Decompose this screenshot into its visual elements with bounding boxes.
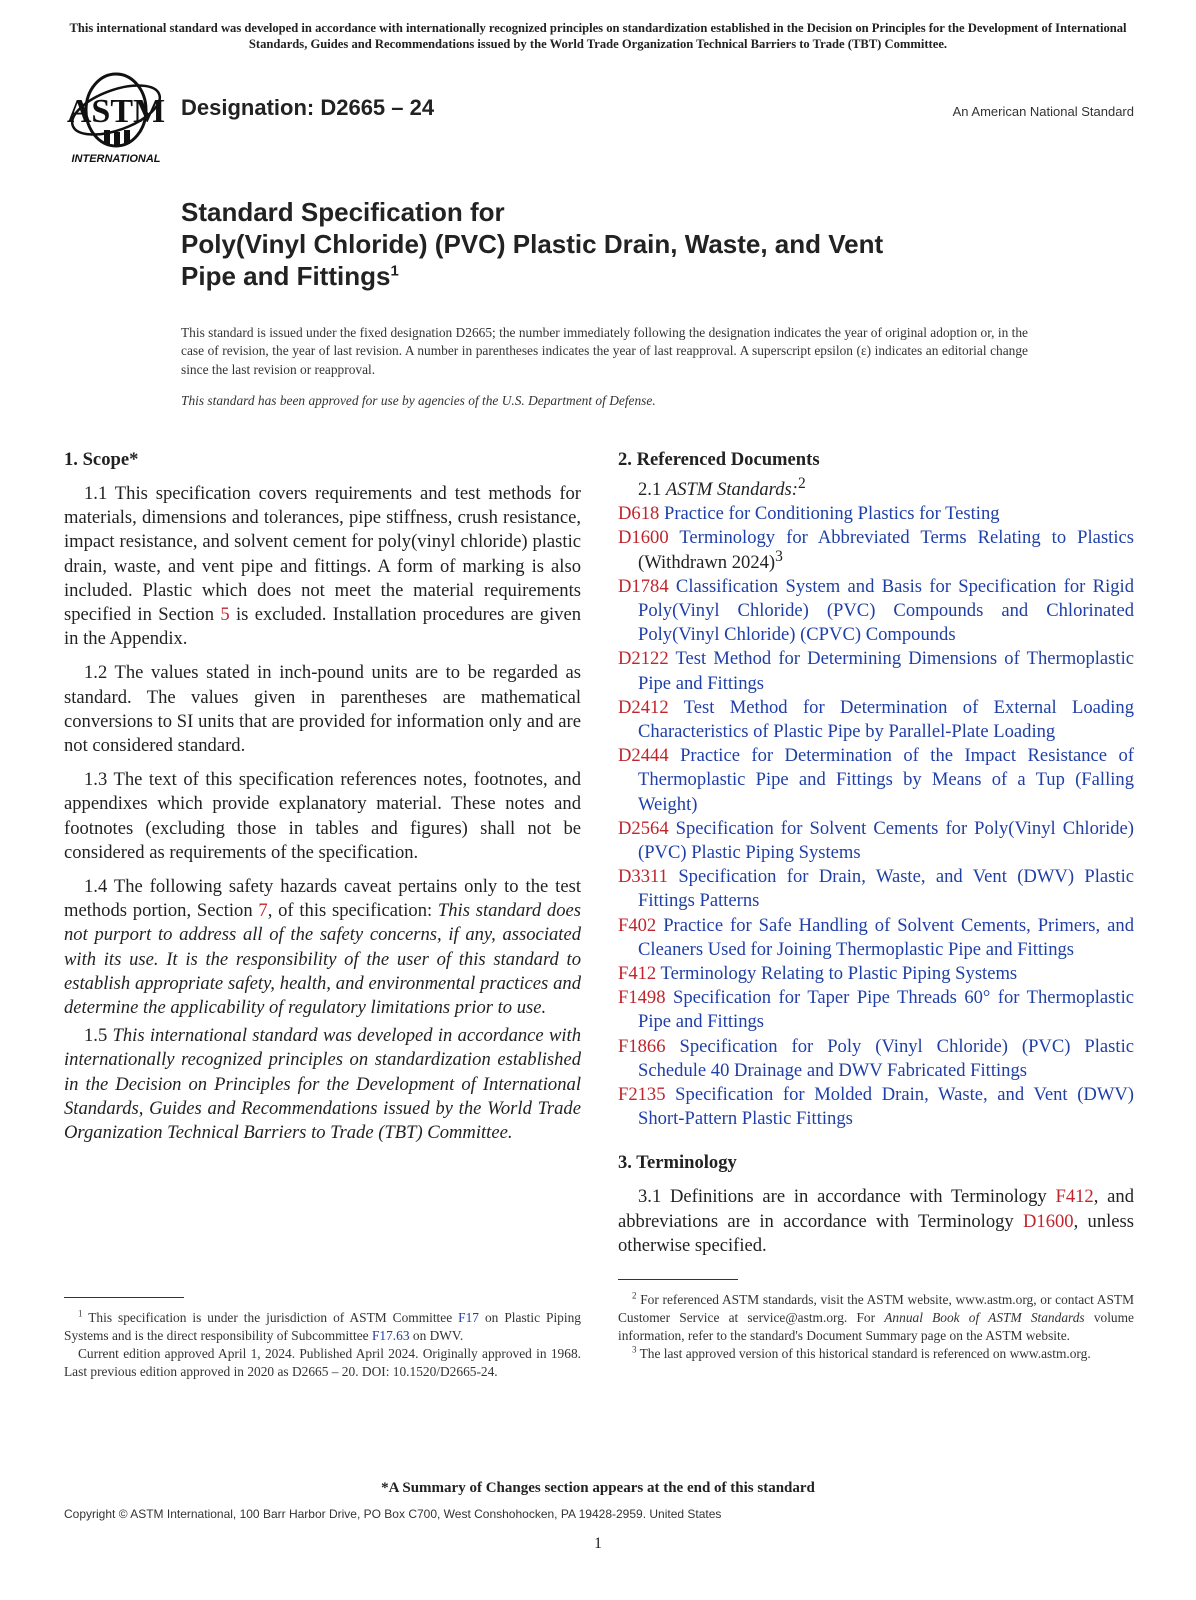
reference-item[interactable]: D2412 Test Method for Determination of External Loading Characteristics of Plastic Pipe by Parallel-Plate Loading <box>618 696 1134 743</box>
tbt-notice: This international standard was developed in accordance with internationally recognized principles on standardization established in the Decision on Principles for the Development of International Standards, Guides and Recommendations issued by the World Trade Organization Technical Barriers to Trade (TBT) Committee. <box>69 21 1127 51</box>
summary-of-changes-note: *A Summary of Changes section appears at the end of this standard <box>381 1480 815 1496</box>
reference-item[interactable]: F1866 Specification for Poly (Vinyl Chloride) (PVC) Plastic Schedule 40 Drainage and DWV Fabricated Fittings <box>618 1035 1134 1081</box>
designation: Designation: D2665 – 24 <box>181 95 435 120</box>
document-title <box>181 196 1041 292</box>
page-number: 1 <box>594 1535 602 1552</box>
d1600-link[interactable]: D1600 <box>1022 1210 1074 1232</box>
f17-link[interactable]: F17 <box>458 1310 479 1325</box>
title-line-3: Pipe and Fittings$^1$ <box>181 261 399 291</box>
right-column <box>618 448 1134 1268</box>
reference-item[interactable]: D1784 Classification System and Basis for Specification for Rigid Poly(Vinyl Chloride) (PVC) Compounds and Chlorinated Poly(Vinyl Chloride) (CPVC) Compounds <box>618 575 1134 646</box>
footnote-divider-right <box>618 1279 738 1280</box>
svg-text:INTERNATIONAL: INTERNATIONAL <box>71 153 161 165</box>
reference-list <box>618 502 1134 1131</box>
scope-1-3: 1.3 The text of this specification references notes, footnotes, and appendixes which provide explanatory material. These notes and footnotes (excluding those in tables and figures) shall not be considered as requirements of the specification. <box>64 769 581 863</box>
scope-1-4: 1.4 The following safety hazards caveat pertains only to the test methods portion, Section 7, of this specification: This standard does not purport to address all of the safety concerns, if any, associated with its use. It is the responsibility of the user of this standard to establish appropriate safety, health, and environmental practices and determine the applicability of regulatory limitations prior to use. <box>64 876 581 1019</box>
reference-item[interactable]: F1498 Specification for Taper Pipe Threads 60° for Thermoplastic Pipe and Fittings <box>618 987 1134 1033</box>
astm-logo <box>64 70 168 166</box>
reference-item[interactable]: D2122 Test Method for Determining Dimensions of Thermoplastic Pipe and Fittings <box>618 648 1134 694</box>
section-5-link[interactable]: 5 <box>220 604 230 626</box>
footnote-2-3 <box>618 1291 1134 1363</box>
reference-item[interactable]: F2135 Specification for Molded Drain, Waste, and Vent (DWV) Short-Pattern Plastic Fittings <box>618 1084 1134 1130</box>
f412-link[interactable]: F412 <box>1055 1186 1094 1208</box>
reference-item[interactable]: F412 Terminology Relating to Plastic Piping Systems <box>618 963 1018 985</box>
scope-1-5: 1.5 This international standard was developed in accordance with internationally recognized principles on standardization established in the Decision on Principles for the Development of International Standards, Guides and Recommendations issued by the World Trade Organization Technical Barriers to Trade (TBT) Committee. <box>64 1025 582 1144</box>
footnote-2: $^2$ For referenced ASTM standards, visit the ASTM website, www.astm.org, or contact ASTM Customer Service at service@astm.org. For Annual Book of ASTM Standards volume information, refer to the standard's Document Summary page on the ASTM website. <box>618 1290 1134 1343</box>
section-7-link[interactable]: 7 <box>258 900 268 922</box>
scope-heading: 1. Scope* <box>64 449 139 470</box>
copyright-line: Copyright © ASTM International, 100 Barr Harbor Drive, PO Box C700, West Conshohocken, PA 19428-2959. United States <box>64 1507 722 1521</box>
footnote-1: $^1$ This specification is under the jurisdiction of ASTM Committee F17 on Plastic Piping Systems and is the direct responsibility of Subcommittee F17.63 on DWV. Current edition approved April 1, 2024. Published April 2024. Originally approved in 1968. Last previous edition approved in 2020 as D2665 – 20. DOI: 10.1520/D2665-24. <box>64 1308 581 1379</box>
footnote-3: $^3$ The last approved version of this historical standard is referenced on www.astm.org. <box>632 1344 1091 1361</box>
reference-item[interactable]: D618 Practice for Conditioning Plastics for Testing <box>618 503 1000 525</box>
footnote-2-marker[interactable]: 2 <box>797 474 806 492</box>
svg-text:ASTM: ASTM <box>66 93 166 130</box>
scope-1-2: 1.2 The values stated in inch-pound units are to be regarded as standard. The values given in parentheses are mathematical conversions to SI units that are provided for information only and are not considered standard. <box>64 662 581 757</box>
refdocs-heading: 2. Referenced Documents <box>618 449 820 470</box>
title-footnote-marker[interactable]: 1 <box>390 262 399 280</box>
reference-item[interactable]: D2444 Practice for Determination of the Impact Resistance of Thermoplastic Pipe and Fittings by Means of a Tup (Falling Weight) <box>618 745 1134 815</box>
f17-63-link[interactable]: F17.63 <box>371 1328 410 1343</box>
left-column <box>64 448 581 1155</box>
astm-standards-subheading: 2.1 ASTM Standards:$^2$ <box>638 474 806 500</box>
title-line-2: Poly(Vinyl Chloride) (PVC) Plastic Drain, Waste, and Vent <box>181 229 884 259</box>
dod-approval: This standard has been approved for use by agencies of the U.S. Department of Defense. <box>181 393 656 408</box>
intro-paragraph: This standard is issued under the fixed designation D2665; the number immediately following the designation indicates the year of original adoption or, in the case of revision, the year of last revision. A number in parentheses indicates the year of last reapproval. A superscript epsilon (ε) indicates an editorial change since the last revision or reapproval. <box>181 325 1028 377</box>
reference-item[interactable]: D3311 Specification for Drain, Waste, and Vent (DWV) Plastic Fittings Patterns <box>618 866 1134 912</box>
reference-item[interactable]: D2564 Specification for Solvent Cements for Poly(Vinyl Chloride) (PVC) Plastic Piping Systems <box>618 817 1134 864</box>
scope-1-1: 1.1 This specification covers requirements and test methods for materials, dimensions and tolerances, pipe stiffness, crush resistance, impact resistance, and solvent cement for poly(vinyl chloride) plastic drain, waste, and vent pipe and fittings. A form of marking is also included. Plastic which does not meet the material requirements specified in Section 5 is excluded. Installation procedures are given in the Appendix. <box>64 483 582 650</box>
reference-item[interactable]: F402 Practice for Safe Handling of Solvent Cements, Primers, and Cleaners Used for Joining Thermoplastic Pipe and Fittings <box>618 914 1134 960</box>
footnote-divider-left <box>64 1297 184 1298</box>
reference-item[interactable]: D1600 Terminology for Abbreviated Terms Relating to Plastics (Withdrawn 2024)$^3$ <box>618 527 1134 573</box>
national-standard-label: An American National Standard <box>952 104 1134 119</box>
terminology-heading: 3. Terminology <box>618 1152 737 1174</box>
title-line-1: Standard Specification for <box>181 197 505 227</box>
terminology-3-1: 3.1 Definitions are in accordance with Terminology F412, and abbreviations are in accordance with Terminology D1600, unless otherwise specified. <box>618 1186 1134 1256</box>
